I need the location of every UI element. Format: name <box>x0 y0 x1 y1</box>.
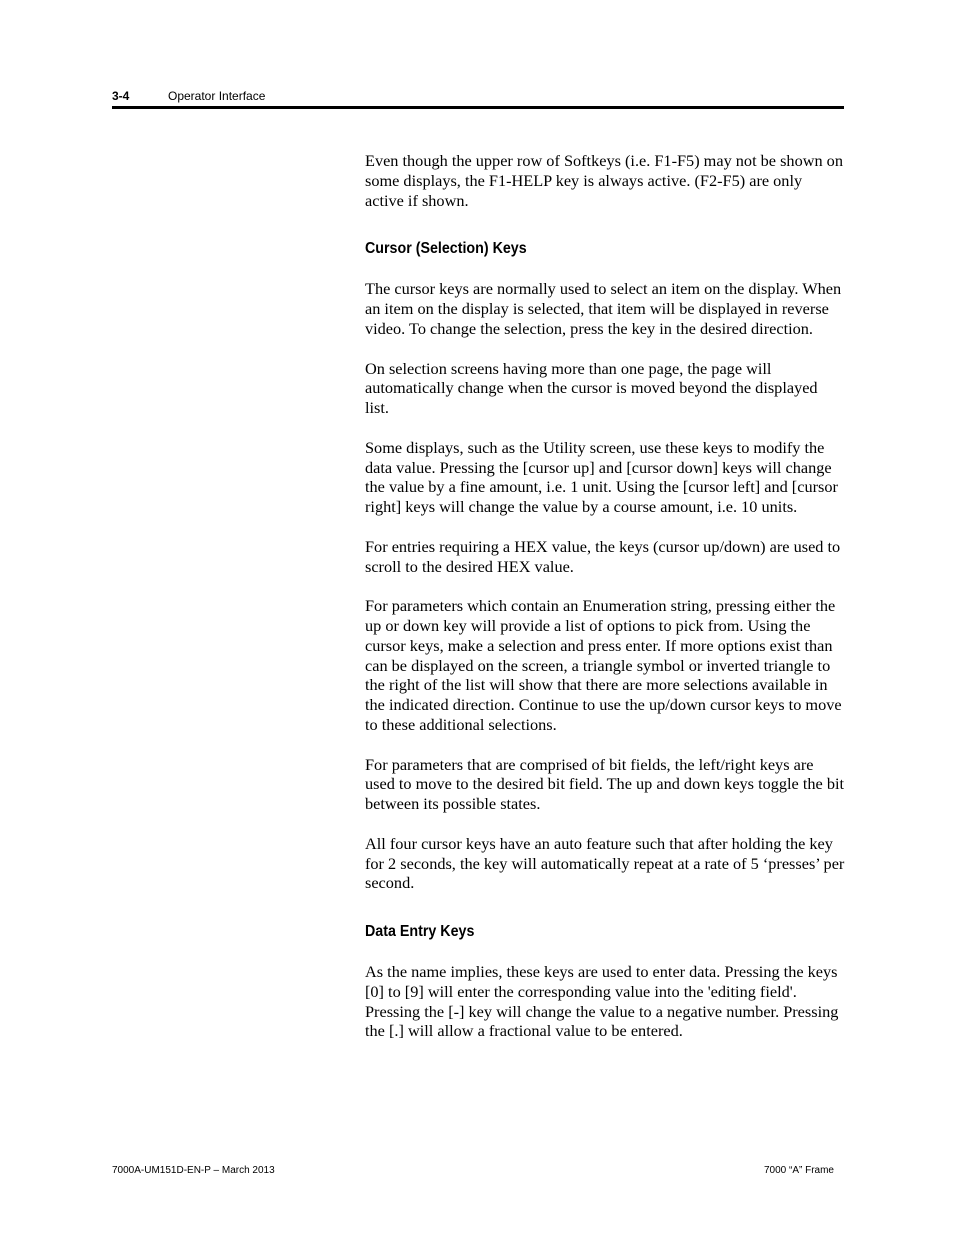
cursor-keys-paragraph: The cursor keys are normally used to select an item on the display. When an item on the display is selected, that item will be displayed in reverse video. To change the selection, press the key in the desired direction. <box>365 279 842 338</box>
cursor-keys-paragraph: For parameters which contain an Enumeration string, pressing either the up or down key will provide a list of options to pick from. Using the cursor keys, make a selection and press enter. If more options exist than can be displayed on the screen, a triangle symbol or inverted triangle to the right of the list will show that there are more selections available in the indicated direction. Continue to use the up/down cursor keys to move to these additional selections. <box>365 596 842 734</box>
data-entry-keys-heading: Data Entry Keys <box>365 923 475 941</box>
cursor-keys-paragraph: Some displays, such as the Utility screen, use these keys to modify the data value. Pressing the [cursor up] and [cursor down] keys will change the value by a fine amount, i.e. 1 unit. Using the [cursor left] and [cursor right] keys will change the value by a course amount, i.e. 10 units. <box>365 437 838 517</box>
cursor-keys-paragraph: On selection screens having more than one page, the page will automatically change when the cursor is moved beyond the displayed list. <box>365 358 818 418</box>
footer-product-name: 7000 “A” Frame <box>763 1165 834 1176</box>
intro-paragraph: Even though the upper row of Softkeys (i.e. F1-F5) may not be shown on some displays, the F1-HELP key is always active. (F2-F5) are only active if shown. <box>365 151 843 210</box>
page-number: 3-4 <box>112 89 130 103</box>
main-content <box>365 151 845 1041</box>
cursor-keys-heading: Cursor (Selection) Keys <box>365 240 527 258</box>
cursor-keys-paragraph: All four cursor keys have an auto feature such that after holding the key for 2 seconds, the key will automatically repeat at a rate of 5 ‘presses’ per second. <box>365 833 845 893</box>
section-title: Operator Interface <box>168 89 266 103</box>
header-rule <box>112 106 844 109</box>
data-entry-keys-paragraph: As the name implies, these keys are used to enter data. Pressing the keys [0] to [9] will enter the corresponding value into the 'editing field'. Pressing the [-] key will change the value to a negative number. Pressing the [.] will allow a fractional value to be entered. <box>365 962 839 1041</box>
cursor-keys-paragraph: For entries requiring a HEX value, the keys (cursor up/down) are used to scroll to the desired HEX value. <box>365 536 841 576</box>
cursor-keys-paragraph: For parameters that are comprised of bit fields, the left/right keys are used to move to the desired bit field. The up and down keys toggle the bit between its possible states. <box>365 754 845 814</box>
footer-document-id: 7000A-UM151D-EN-P – March 2013 <box>112 1165 275 1176</box>
